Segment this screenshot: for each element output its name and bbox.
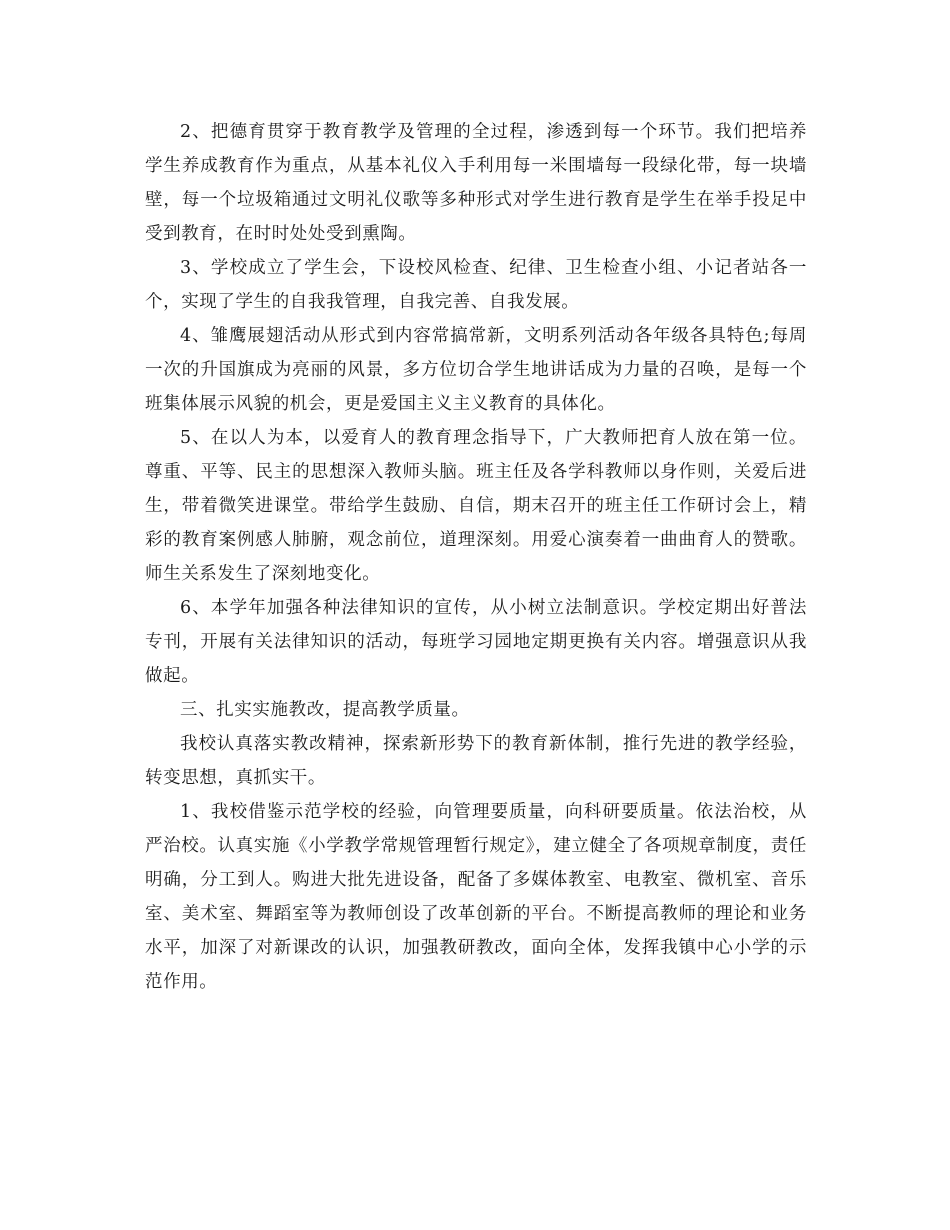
paragraph-legal-knowledge: 6、本学年加强各种法律知识的宣传，从小树立法制意识。学校定期出好普法专刊，开展有关法律知识的活动，每班学习园地定期更换有关内容。增强意识从我做起。 bbox=[145, 598, 807, 686]
paragraph-student-union: 3、学校成立了学生会，下设校风检查、纪律、卫生检查小组、小记者站各一个，实现了学生的自我我管理，自我完善、自我发展。 bbox=[145, 258, 807, 312]
paragraph-people-oriented: 5、在以人为本，以爱育人的教育理念指导下，广大教师把育人放在第一位。尊重、平等、民主的思想深入教师头脑。班主任及各学科教师以身作则，关爱后进生，带着微笑进课堂。带给学生鼓励、自信，期末召开的班主任工作研讨会上，精彩的教育案例感人肺腑，观念前位，道理深刻。用爱心演奏着一曲曲育人的赞歌。师生关系发生了深刻地变化。 bbox=[145, 428, 807, 584]
paragraph-moral-education: 2、把德育贯穿于教育教学及管理的全过程，渗透到每一个环节。我们把培养学生养成教育作为重点，从基本礼仪入手利用每一米围墙每一段绿化带，每一块墙壁，每一个垃圾箱通过文明礼仪歌等多种形式对学生进行教育是学生在举手投足中受到教育，在时时处处受到熏陶。 bbox=[145, 122, 807, 244]
paragraph-eagle-activities: 4、雏鹰展翅活动从形式到内容常搞常新，文明系列活动各年级各具特色;每周一次的升国旗成为亮丽的风景，多方位切合学生地讲话成为力量的召唤，是每一个班集体展示风貌的机会，更是爱国主义主义教育的具体化。 bbox=[145, 326, 807, 414]
document-body bbox=[145, 115, 807, 999]
paragraph-management-quality: 1、我校借鉴示范学校的经验，向管理要质量，向科研要质量。依法治校，从严治校。认真实施《小学教学常规管理暂行规定》，建立健全了各项规章制度，责任明确，分工到人。购进大批先进设备，配备了多媒体教室、电教室、微机室、音乐室、美术室、舞蹈室等为教师创设了改革创新的平台。不断提高教师的理论和业务水平，加深了对新课改的认识，加强教研教改，面向全体，发挥我镇中心小学的示范作用。 bbox=[145, 802, 807, 992]
paragraph-reform-spirit: 我校认真落实教改精神，探索新形势下的教育新体制，推行先进的教学经验，转变思想，真抓实干。 bbox=[145, 734, 807, 788]
section-heading-teaching-reform: 三、扎实实施教改，提高教学质量。 bbox=[180, 700, 470, 720]
